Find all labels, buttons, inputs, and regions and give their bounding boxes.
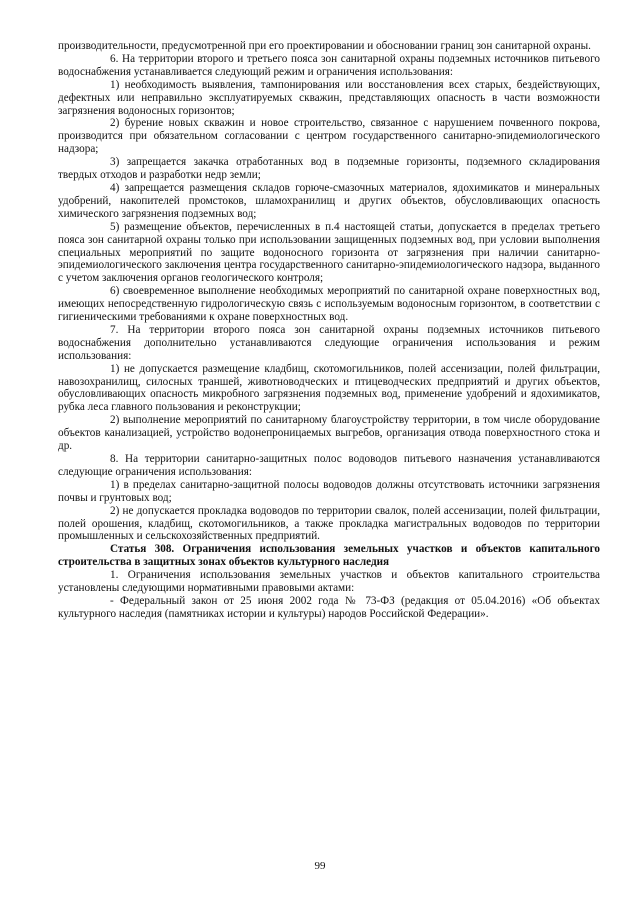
paragraph-continuation: производительности, предусмотренной при его проектировании и обосновании границ зон санитарной охраны. <box>58 40 591 52</box>
paragraph-8-1: 1) в пределах санитарно-защитной полосы водоводов должны отсутствовать источники загрязнения почвы и грунтовых вод; <box>58 478 600 504</box>
document-page <box>58 40 600 621</box>
paragraph-8-2: 2) не допускается прокладка водоводов по территории свалок, полей ассенизации, полей фильтрации, полей орошения, кладбищ, скотомогильников, а также прокладка магистральных водоводов по территории промышленных и сельскохозяйственных предприятий. <box>58 504 600 543</box>
paragraph-6-3: 3) запрещается закачка отработанных вод в подземные горизонты, подземного складирования твердых отходов и разработки недр земли; <box>58 156 600 182</box>
paragraph-6-2: 2) бурение новых скважин и новое строительство, связанное с нарушением почвенного покрова, производится при обязательном согласовании с центром государственного санитарно-эпидемиологического надзора; <box>58 117 600 156</box>
paragraph-item-7: 7. На территории второго пояса зон санитарной охраны подземных источников питьевого водоснабжения дополнительно устанавливаются следующие ограничения использования и режим использования: <box>58 323 600 362</box>
paragraph-federal-law: - Федеральный закон от 25 июня 2002 года № 73-ФЗ (редакция от 05.04.2016) «Об объектах культурного наследия (памятниках истории и культуры) народов Российской Федерации». <box>58 594 600 620</box>
paragraph-article-1: 1. Ограничения использования земельных участков и объектов капитального строительства установлены следующими нормативными правовыми актами: <box>58 569 600 595</box>
paragraph-7-1: 1) не допускается размещение кладбищ, скотомогильников, полей ассенизации, полей фильтрации, навозохранилищ, силосных траншей, животноводческих и птицеводческих предприятий и других объектов, обусловливающих опасность микробного загрязнения подземных вод, применение удобрений и ядохимикатов, рубка леса главного пользования и реконструкции; <box>58 362 600 414</box>
article-heading: Статья 308. Ограничения использования земельных участков и объектов капитального строительства в защитных зонах объектов культурного наследия <box>58 543 600 569</box>
paragraph-6-4: 4) запрещается размещения складов горюче-смазочных материалов, ядохимикатов и минеральных удобрений, накопителей промстоков, шламохранилищ и других объектов, обусловливающих опасность химического загрязнения подземных вод; <box>58 181 600 220</box>
page-number: 99 <box>314 860 326 872</box>
paragraph-6-6: 6) своевременное выполнение необходимых мероприятий по санитарной охране поверхностных вод, имеющих непосредственную гидрологическую связь с используемым водоносным горизонтом, в соответствии с гигиеническими требованиями к охране поверхностных вод. <box>58 285 600 324</box>
paragraph-7-2: 2) выполнение мероприятий по санитарному благоустройству территории, в том числе оборудование объектов канализацией, устройство водонепроницаемых выгребов, организация отвода поверхностного стока и др. <box>58 414 600 453</box>
paragraph-6-1: 1) необходимость выявления, тампонирования или восстановления всех старых, бездействующих, дефектных или неправильно эксплуатируемых скважин, представляющих опасность в части возможности загрязнения водоносных горизонтов; <box>58 78 600 117</box>
paragraph-item-8: 8. На территории санитарно-защитных полос водоводов питьевого назначения устанавливаются следующие ограничения использования: <box>58 453 600 478</box>
paragraph-item-6: 6. На территории второго и третьего пояса зон санитарной охраны подземных источников питьевого водоснабжения устанавливается следующий режим и ограничения использования: <box>58 52 600 78</box>
paragraph-6-5: 5) размещение объектов, перечисленных в п.4 настоящей статьи, допускается в пределах третьего пояса зон санитарной охраны только при использовании защищенных подземных вод, при условии выполнения специальных мероприятий по защите водоносного горизонта от загрязнения при наличии санитарно-эпидемиологического заключения центра государственного санитарно-эпидемиологического надзора, выданного с учетом заключения органов геологического контроля; <box>58 220 600 285</box>
